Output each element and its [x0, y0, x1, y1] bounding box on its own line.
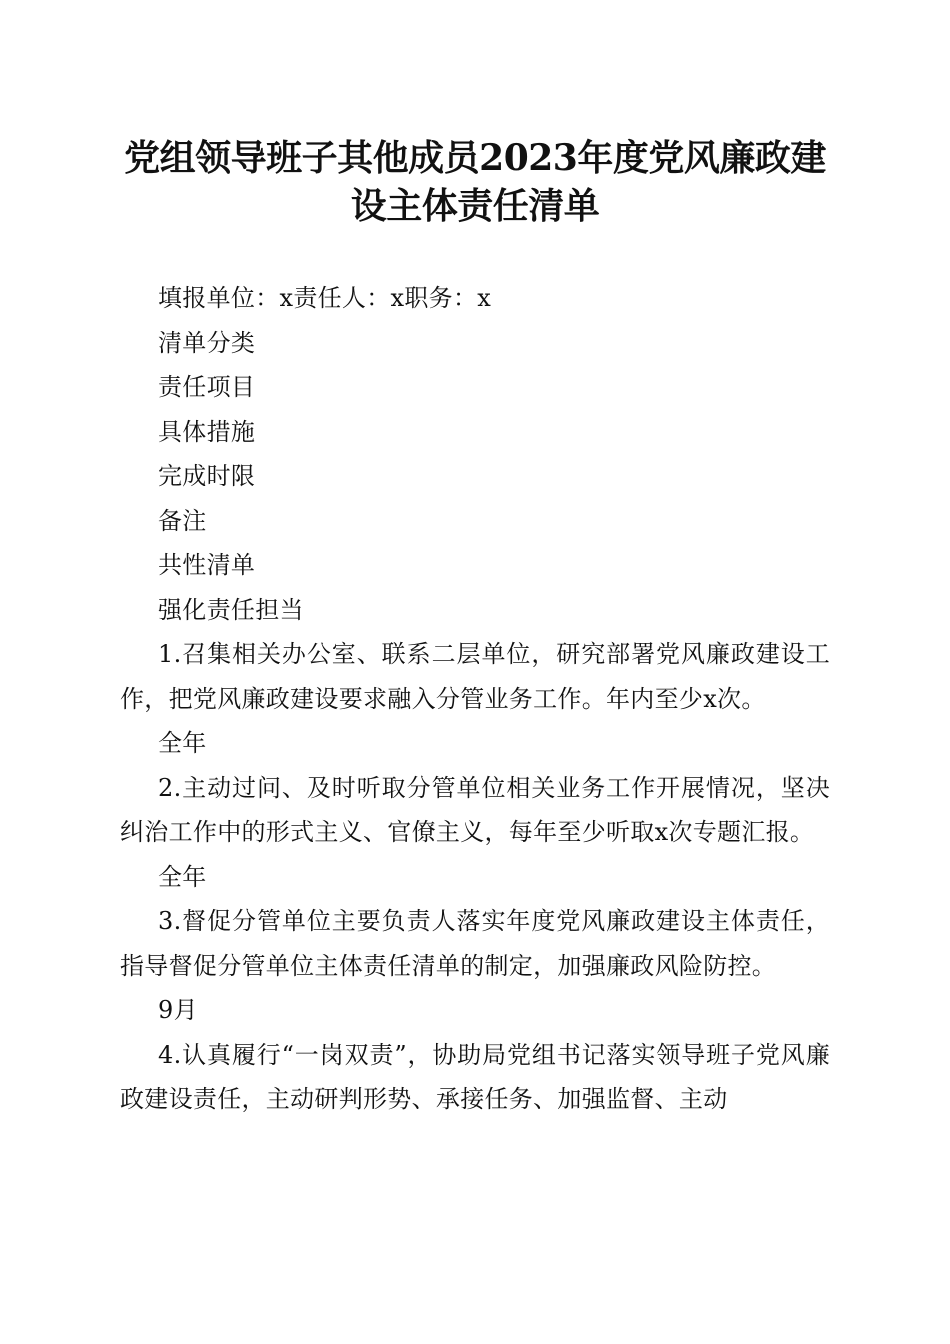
document-title-line-1: 党组领导班子其他成员2023年度党风廉政建	[124, 137, 826, 179]
deadline-heading: 完成时限	[158, 462, 256, 490]
measure-paragraph-3: 3.督促分管单位主要负责人落实年度党风廉政建设主体责任，指导督促分管单位主体责任清单的制定，加强廉政风险防控。	[120, 907, 830, 980]
measure-paragraph-4: 4.认真履行“一岗双责”，协助局党组书记落实领导班子党风廉政建设责任，主动研判形势、承接任务、加强监督、主动	[120, 1040, 830, 1113]
measure-paragraph-1: 1.召集相关办公室、联系二层单位，研究部署党风廉政建设工作，把党风廉政建设要求融入分管业务工作。年内至少x次。	[120, 640, 830, 713]
remarks-heading: 备注	[158, 506, 207, 535]
common-list-label: 共性清单	[158, 551, 256, 579]
strengthen-responsibility-label: 强化责任担当	[158, 595, 304, 624]
specific-measures-heading: 具体措施	[158, 417, 256, 446]
list-category-heading: 清单分类	[158, 328, 256, 357]
deadline-value-1: 全年	[158, 729, 207, 757]
responsibility-item-heading: 责任项目	[158, 373, 256, 401]
deadline-value-3: 9月	[158, 996, 198, 1024]
deadline-value-2: 全年	[158, 862, 207, 891]
document-title-line-2: 设主体责任清单	[350, 185, 600, 227]
reporting-info-line: 填报单位：x责任人：x职务：x	[158, 284, 492, 312]
measure-paragraph-2: 2.主动过问、及时听取分管单位相关业务工作开展情况，坚决纠治工作中的形式主义、官僚主义，每年至少听取x次专题汇报。	[120, 773, 830, 846]
document-body	[120, 276, 830, 1122]
